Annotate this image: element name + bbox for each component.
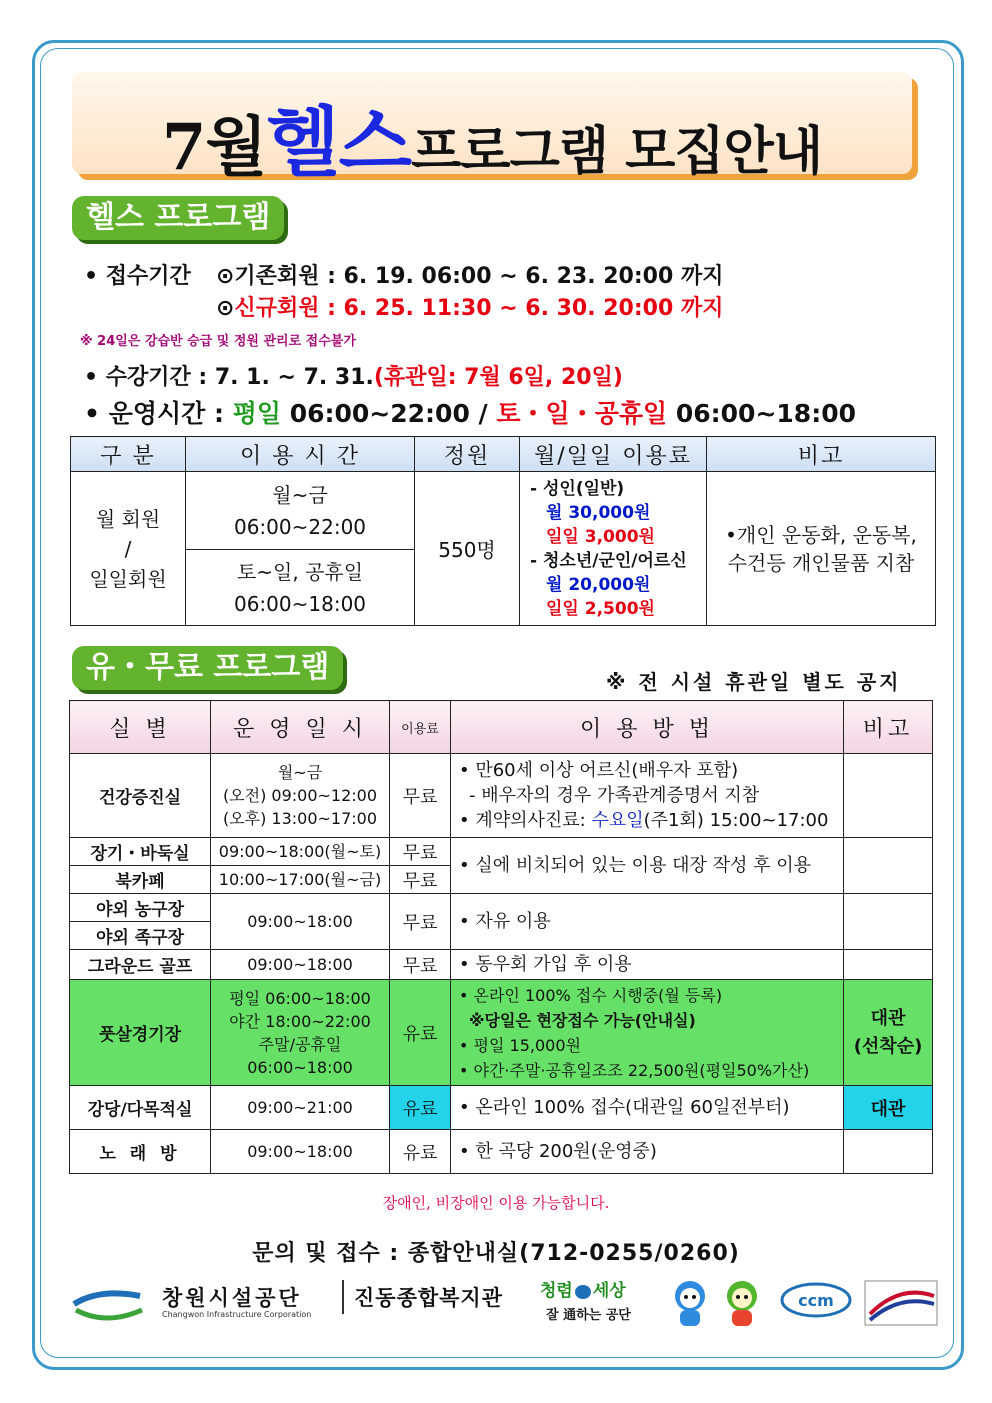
room-futsal: 풋살경기장 — [70, 980, 211, 1086]
youth-month-fee: 월 20,000원 — [546, 574, 651, 595]
hours-cell: 10:00~17:00(월~금) — [211, 866, 390, 894]
header-capacity: 정원 — [415, 437, 520, 472]
logo-bar — [70, 1278, 940, 1332]
fee-cell — [520, 472, 707, 626]
room-jokgu: 야외 족구장 — [70, 922, 211, 950]
table-row — [70, 950, 933, 980]
health-fee-table — [70, 436, 936, 626]
room-groundgolf: 그라운드 골프 — [70, 950, 211, 980]
org-english-name: Changwon Infrastructure Corporation — [162, 1310, 312, 1319]
method-cell: • 자유 이용 — [451, 894, 844, 950]
remark-cell: 대관 — [844, 1086, 933, 1130]
health-section-label: 헬스 프로그램 — [72, 196, 284, 240]
contact-info: 문의 및 접수 : 종합안내실(712-0255/0260) — [252, 1241, 740, 1266]
remark-line-2: 수건등 개인물품 지참 — [727, 550, 915, 575]
method-cell: • 동우회 가입 후 이용 — [451, 950, 844, 980]
ccm-logo-text: ccm — [798, 1291, 834, 1310]
method-cell: • 한 곡당 200원(운영중) — [451, 1130, 844, 1174]
header-remark: 비고 — [707, 437, 936, 472]
slogan-text: 청렴 — [540, 1281, 573, 1301]
org-name: 창원시설공단 — [162, 1286, 302, 1310]
method-text: • 계약의사진료: — [459, 810, 592, 831]
room-karaoke: 노 래 방 — [70, 1130, 211, 1174]
remark-cell — [844, 980, 933, 1086]
slogan-text-2: 세상 — [592, 1281, 626, 1301]
header-room: 실 별 — [70, 701, 211, 754]
ccm-logo-icon — [778, 1280, 854, 1330]
free-section-label: 유・무료 프로그램 — [72, 646, 343, 690]
table-row — [70, 754, 933, 838]
adult-day-fee: 일일 3,000원 — [546, 526, 655, 547]
remark-cell — [844, 950, 933, 980]
operating-hours — [84, 394, 856, 430]
table-row — [70, 894, 933, 922]
fee-cell: 유료 — [390, 1086, 451, 1130]
course-holiday: (휴관일: 7월 6일, 20일) — [373, 365, 623, 390]
room-health: 건강증진실 — [70, 754, 211, 838]
registration-new-text: 신규회원 : 6. 25. 11:30 ~ 6. 30. 20:00 까지 — [234, 296, 724, 321]
remark-line-1: •개인 운동화, 운동복, — [725, 522, 917, 547]
method-cell: • 온라인 100% 접수(대관일 60일전부터) — [451, 1086, 844, 1130]
title-rest: 프로그램 모집안내 — [411, 121, 823, 182]
hours-cell: 09:00~21:00 — [211, 1086, 390, 1130]
method-cell: • 실에 비치되어 있는 이용 대장 작성 후 이용 — [451, 838, 844, 894]
fee-cell: 유료 — [390, 1130, 451, 1174]
fee-cell: 무료 — [390, 894, 451, 950]
fee-cell: 유료 — [390, 980, 451, 1086]
title-month: 7월 — [161, 110, 267, 185]
youth-label: - 청소년/군인/어르신 — [530, 550, 687, 571]
division-slash: / — [124, 536, 132, 561]
weekday-days: 월~금 — [272, 482, 328, 507]
table-row — [70, 1086, 933, 1130]
registration-note: ※ 24일은 강습반 승급 및 정원 관리로 접수불가 — [80, 334, 356, 349]
course-period — [84, 360, 623, 391]
adult-label: - 성인(일반) — [530, 478, 625, 499]
mascot-blue-icon — [668, 1278, 712, 1330]
hours-cell: 09:00~18:00 — [211, 950, 390, 980]
weekend-time: 06:00~18:00 — [233, 591, 367, 616]
weekend-slot — [186, 550, 415, 626]
room-bookcafe: 북카페 — [70, 866, 211, 894]
registration-new — [216, 291, 723, 322]
registration-new-prefix: ⊙ — [216, 296, 235, 321]
method-day: 수요일 — [591, 810, 644, 831]
method-line: • 평일 15,000원 — [459, 1035, 581, 1055]
globe-icon — [575, 1285, 591, 1299]
division-daily: 일일회원 — [89, 566, 167, 591]
hours-cell: 09:00~18:00 — [211, 1130, 390, 1174]
facility-table-header — [70, 701, 933, 754]
remark-cell — [844, 754, 933, 838]
hours-line: 월~금 — [277, 763, 323, 782]
method-line: - 배우자의 경우 가족관계증명서 지참 — [469, 785, 760, 806]
hours-line: (오전) 09:00~12:00 — [222, 786, 378, 805]
slogan-sub: 잘 通하는 공단 — [546, 1308, 631, 1323]
method-line: • 만60세 이상 어르신(배우자 포함) — [459, 760, 739, 781]
closure-notice: ※ 전 시설 휴관일 별도 공지 — [606, 670, 902, 694]
header-division: 구 분 — [71, 437, 186, 472]
weekday-time: 06:00~22:00 — [233, 514, 367, 539]
facility-table — [69, 700, 933, 1174]
ops-label: • 운영시간 : — [84, 399, 224, 428]
table-row — [71, 472, 936, 550]
hours-cell — [211, 980, 390, 1086]
division-monthly: 월 회원 — [95, 506, 161, 531]
ops-weekend-time: 06:00~18:00 — [675, 399, 856, 428]
ops-weekday-time: 06:00~22:00 / — [289, 399, 488, 428]
hours-line: (오후) 13:00~17:00 — [222, 809, 378, 828]
remark-cell — [844, 1130, 933, 1174]
hours-line: 주말/공휴일 — [258, 1034, 342, 1054]
mascot-green-icon — [720, 1278, 764, 1330]
table-row — [70, 980, 933, 1086]
title-highlight: 헬스 — [266, 98, 412, 187]
table-row — [70, 1130, 933, 1174]
weekend-days: 토~일, 공휴일 — [236, 559, 364, 584]
ops-weekday: 평일 — [232, 399, 282, 428]
slogan-logo — [540, 1276, 626, 1301]
method-line: ※당일은 현장접수 가능(안내실) — [469, 1010, 696, 1030]
branch-name: 진동종합복지관 — [354, 1286, 504, 1310]
ops-weekend: 토・일・공휴일 — [496, 399, 668, 428]
fee-cell: 무료 — [390, 950, 451, 980]
room-basketball: 야외 농구장 — [70, 894, 211, 922]
remark-cell — [707, 472, 936, 626]
method-line: • 온라인 100% 접수 시행중(월 등록) — [459, 985, 723, 1005]
remark-line: 대관 — [870, 1007, 906, 1029]
remark-line: (선착순) — [853, 1035, 923, 1057]
remark-cell — [844, 838, 933, 894]
method-cell — [451, 980, 844, 1086]
header-fee: 이용료 — [390, 701, 451, 754]
hours-cell: 09:00~18:00(월~토) — [211, 838, 390, 866]
header-schedule: 운 영 일 시 — [211, 701, 390, 754]
fee-cell: 무료 — [390, 838, 451, 866]
divider — [342, 1280, 344, 1314]
room-baduk: 장기・바둑실 — [70, 838, 211, 866]
room-auditorium: 강당/다목적실 — [70, 1086, 211, 1130]
access-note: 장애인, 비장애인 이용 가능합니다. — [382, 1194, 610, 1212]
adult-month-fee: 월 30,000원 — [546, 502, 651, 523]
registration-existing: ⊙기존회원 : 6. 19. 06:00 ~ 6. 23. 20:00 까지 — [216, 264, 724, 289]
method-line — [459, 808, 843, 833]
remark-cell — [844, 894, 933, 950]
header-remark: 비고 — [844, 701, 933, 754]
youth-day-fee: 일일 2,500원 — [546, 598, 655, 619]
course-period-label: • 수강기간 : 7. 1. ~ 7. 31. — [84, 365, 374, 390]
fee-cell: 무료 — [390, 866, 451, 894]
table-row — [70, 838, 933, 866]
capacity-cell: 550명 — [415, 472, 520, 626]
header-method: 이 용 방 법 — [451, 701, 844, 754]
page-title — [72, 82, 912, 191]
hours-line: 06:00~18:00 — [247, 1057, 353, 1077]
method-cell — [451, 754, 844, 838]
fee-table-header — [71, 437, 936, 472]
certification-logo-icon — [864, 1280, 940, 1328]
weekday-slot — [186, 472, 415, 550]
division-cell — [71, 472, 186, 626]
registration-label: • 접수기간 — [84, 264, 191, 289]
org-emblem-icon — [70, 1280, 150, 1330]
fee-cell: 무료 — [390, 754, 451, 838]
title-banner — [72, 72, 912, 187]
hours-cell — [211, 754, 390, 838]
method-line: • 야간·주말·공휴일조조 22,500원(평일50%가산) — [459, 1060, 810, 1080]
header-time: 이 용 시 간 — [186, 437, 415, 472]
header-fee: 월/일일 이용료 — [520, 437, 707, 472]
hours-cell: 09:00~18:00 — [211, 894, 390, 950]
hours-line: 평일 06:00~18:00 — [229, 988, 371, 1008]
method-text: (주1회) 15:00~17:00 — [643, 810, 829, 831]
hours-line: 야간 18:00~22:00 — [229, 1011, 371, 1031]
